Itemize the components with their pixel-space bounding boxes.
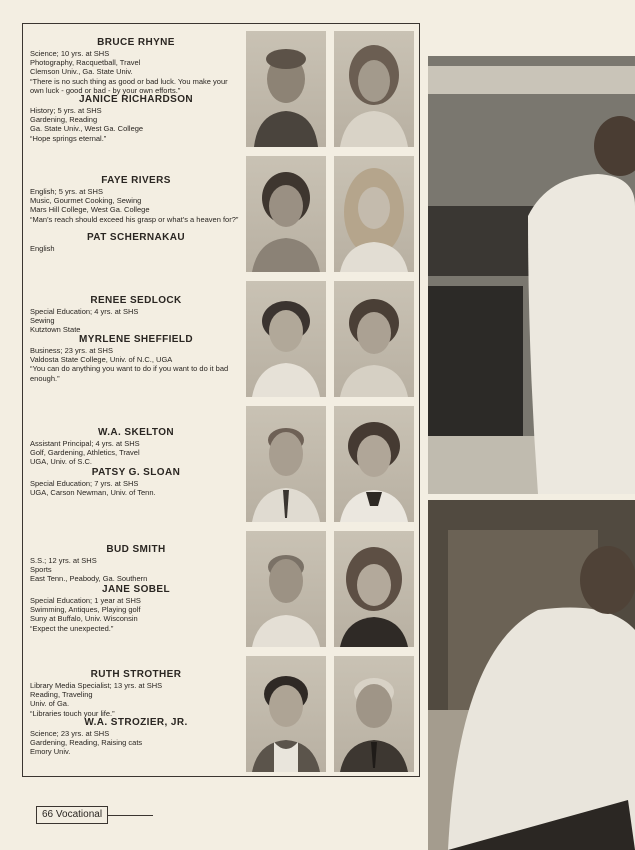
- entry-faye-rivers: [30, 175, 242, 224]
- entry-myrlene-sheffield: [30, 334, 242, 383]
- staff-name: MYRLENE SHEFFIELD: [78, 334, 194, 345]
- portrait-photo: [246, 656, 326, 772]
- staff-info: Special Education; 1 year at SHS: [30, 596, 141, 605]
- staff-info: UGA, Carson Newman, Univ. of Tenn.: [30, 488, 156, 498]
- entry-jane-sobel: [30, 584, 242, 633]
- staff-info: History; 5 yrs. at SHS: [30, 106, 102, 115]
- staff-info: Gardening, Reading, Raising cats: [30, 738, 143, 748]
- staff-info: Ga. State Univ., West Ga. College: [30, 124, 144, 134]
- staff-info: Swimming, Antiques, Playing golf: [30, 605, 141, 615]
- entry-bud-smith: [30, 544, 242, 584]
- entry-wa-skelton: [30, 427, 242, 467]
- staff-info: Kutztown State: [30, 325, 81, 335]
- candid-photo-top: [428, 56, 635, 494]
- staff-info: Science; 10 yrs. at SHS: [30, 49, 110, 58]
- staff-quote: “Hope springs eternal.”: [30, 133, 107, 143]
- staff-info: Sewing: [30, 316, 55, 326]
- staff-name: FAYE RIVERS: [101, 175, 171, 186]
- staff-name: W.A. STROZIER, JR.: [84, 717, 188, 728]
- portrait-photo: [334, 156, 414, 272]
- staff-info: Science; 23 yrs. at SHS: [30, 729, 110, 738]
- staff-quote: “Libraries touch your life.”: [30, 708, 115, 718]
- staff-info: Photography, Racquetball, Travel: [30, 58, 141, 68]
- staff-quote: “Expect the unexpected.”: [30, 623, 114, 633]
- staff-quote: “There is no such thing as good or bad luck. You make your own luck - good or bad - by your own efforts.”: [30, 76, 228, 95]
- staff-info: Music, Gourmet Cooking, Sewing: [30, 196, 142, 206]
- staff-info: East Tenn., Peabody, Ga. Southern: [30, 574, 148, 584]
- portrait-photo: [246, 281, 326, 397]
- candid-photo-bottom: [428, 500, 635, 850]
- staff-name: RENEE SEDLOCK: [90, 295, 182, 306]
- page-footer-label: 66 Vocational: [36, 806, 108, 824]
- staff-info: Business; 23 yrs. at SHS: [30, 346, 113, 355]
- portrait-photo: [246, 31, 326, 147]
- staff-info: Valdosta State College, Univ. of N.C., UGA: [30, 355, 173, 365]
- staff-info: Univ. of Ga.: [30, 699, 70, 709]
- staff-quote: “Man's reach should exceed his grasp or what's a heaven for?”: [30, 214, 239, 224]
- entry-pat-schernakau: [30, 232, 242, 253]
- portrait-photo: [246, 406, 326, 522]
- entry-patsy-sloan: [30, 467, 242, 497]
- staff-quote: “You can do anything you want to do if you want to do it bad enough.”: [30, 364, 229, 383]
- staff-info: English: [30, 244, 55, 253]
- staff-name: BUD SMITH: [106, 544, 166, 555]
- staff-info: Sports: [30, 565, 52, 575]
- staff-info: Emory Univ.: [30, 747, 71, 757]
- staff-info: Suny at Buffalo, Univ. Wisconsin: [30, 614, 138, 624]
- staff-info: Assistant Principal; 4 yrs. at SHS: [30, 439, 140, 448]
- staff-name: PATSY G. SLOAN: [91, 467, 181, 478]
- portrait-photo: [334, 406, 414, 522]
- staff-info: Mars Hill College, West Ga. College: [30, 205, 150, 215]
- staff-info: Clemson Univ., Ga. State Univ.: [30, 67, 133, 77]
- entry-renee-sedlock: [30, 295, 242, 335]
- portrait-photo: [334, 656, 414, 772]
- staff-name: RUTH STROTHER: [90, 669, 182, 680]
- staff-info: S.S.; 12 yrs. at SHS: [30, 556, 97, 565]
- staff-name: BRUCE RHYNE: [97, 37, 175, 48]
- portrait-photo: [334, 31, 414, 147]
- portrait-photo: [246, 531, 326, 647]
- staff-info: English; 5 yrs. at SHS: [30, 187, 103, 196]
- portrait-photo: [334, 531, 414, 647]
- footer-rule: [108, 815, 153, 816]
- staff-info: UGA, Univ. of S.C.: [30, 457, 92, 467]
- entry-bruce-rhyne: [30, 37, 242, 95]
- portrait-photo: [334, 281, 414, 397]
- entry-ruth-strother: [30, 669, 242, 718]
- staff-info: Special Education; 7 yrs. at SHS: [30, 479, 139, 488]
- staff-name: JANICE RICHARDSON: [78, 94, 194, 105]
- staff-info: Reading, Traveling: [30, 690, 93, 700]
- entry-wa-strozier: [30, 717, 242, 757]
- entry-janice-richardson: [30, 94, 242, 143]
- staff-info: Library Media Specialist; 13 yrs. at SHS: [30, 681, 163, 690]
- staff-info: Gardening, Reading: [30, 115, 98, 125]
- staff-name: PAT SCHERNAKAU: [86, 232, 185, 243]
- staff-name: W.A. SKELTON: [97, 427, 175, 438]
- portrait-photo: [246, 156, 326, 272]
- staff-info: Special Education; 4 yrs. at SHS: [30, 307, 139, 316]
- staff-name: JANE SOBEL: [102, 584, 170, 595]
- staff-info: Golf, Gardening, Athletics, Travel: [30, 448, 140, 458]
